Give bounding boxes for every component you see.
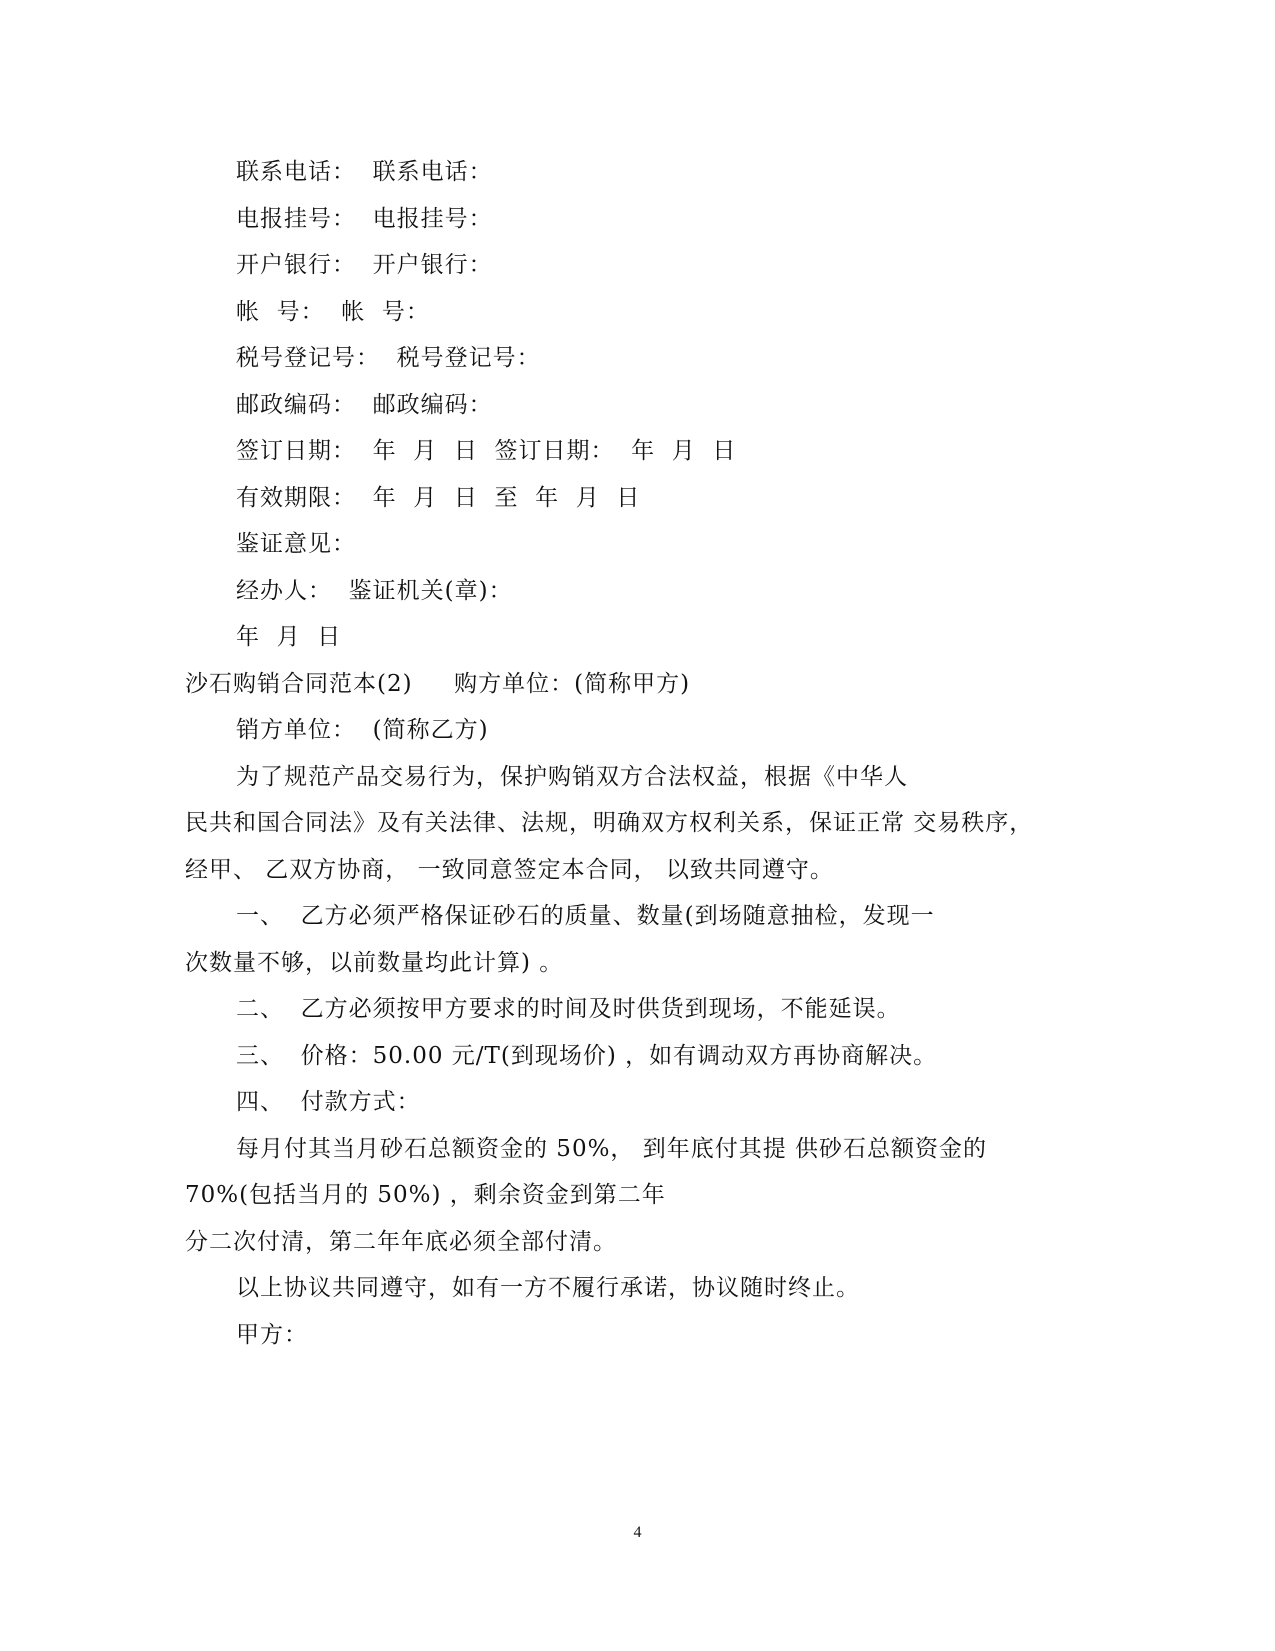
account-line: 帐 号： 帐 号： xyxy=(236,299,430,325)
party-a-line: 甲方： xyxy=(236,1322,308,1348)
contact-phone-line: 联系电话： 联系电话： xyxy=(236,159,493,185)
payment-line-3: 分二次付清，第二年年底必须全部付清。 xyxy=(185,1229,617,1255)
payment-line-2: 70%(包括当月的 50%) ，剩余资金到第二年 xyxy=(185,1182,666,1208)
clause-1-line-2: 次数量不够，以前数量均此计算) 。 xyxy=(185,950,564,976)
clause-3-line: 三、 价格：50.00 元/T(到现场价) ，如有调动双方再协商解决。 xyxy=(236,1043,938,1069)
contract-title-line: 沙石购销合同范本(2) 购方单位：(简称甲方) xyxy=(185,671,691,697)
validity-line: 有效期限： 年 月 日 至 年 月 日 xyxy=(236,485,641,511)
telegraph-line: 电报挂号： 电报挂号： xyxy=(236,206,493,232)
payment-line-1: 每月付其当月砂石总额资金的 50%， 到年底付其提 供砂石总额资金的 xyxy=(236,1136,988,1162)
signing-date-line: 签订日期： 年 月 日 签订日期： 年 月 日 xyxy=(236,438,737,464)
agreement-line: 以上协议共同遵守，如有一方不履行承诺，协议随时终止。 xyxy=(236,1275,860,1301)
page-number: 4 xyxy=(633,1524,642,1541)
preamble-line-1: 为了规范产品交易行为，保护购销双方合法权益，根据《中华人 xyxy=(236,764,908,790)
clause-2-line: 二、 乙方必须按甲方要求的时间及时供货到现场，不能延误。 xyxy=(236,996,901,1022)
preamble-line-3: 经甲、 乙双方协商， 一致同意签定本合同， 以致共同遵守。 xyxy=(185,857,834,883)
preamble-line-2: 民共和国合同法》及有关法律、法规，明确双方权利关系，保证正常 交易秩序， xyxy=(185,810,1034,836)
postal-code-line: 邮政编码： 邮政编码： xyxy=(236,392,493,418)
verification-opinion-line: 鉴证意见： xyxy=(236,531,356,557)
date-line: 年 月 日 xyxy=(236,624,342,650)
tax-registration-line: 税号登记号： 税号登记号： xyxy=(236,345,541,371)
bank-line: 开户银行： 开户银行： xyxy=(236,252,493,278)
clause-1-line-1: 一、 乙方必须严格保证砂石的质量、数量(到场随意抽检，发现一 xyxy=(236,903,935,929)
clause-4-line: 四、 付款方式： xyxy=(236,1089,421,1115)
handler-line: 经办人： 鉴证机关(章)： xyxy=(236,578,513,604)
seller-line: 销方单位： (简称乙方) xyxy=(236,717,489,743)
